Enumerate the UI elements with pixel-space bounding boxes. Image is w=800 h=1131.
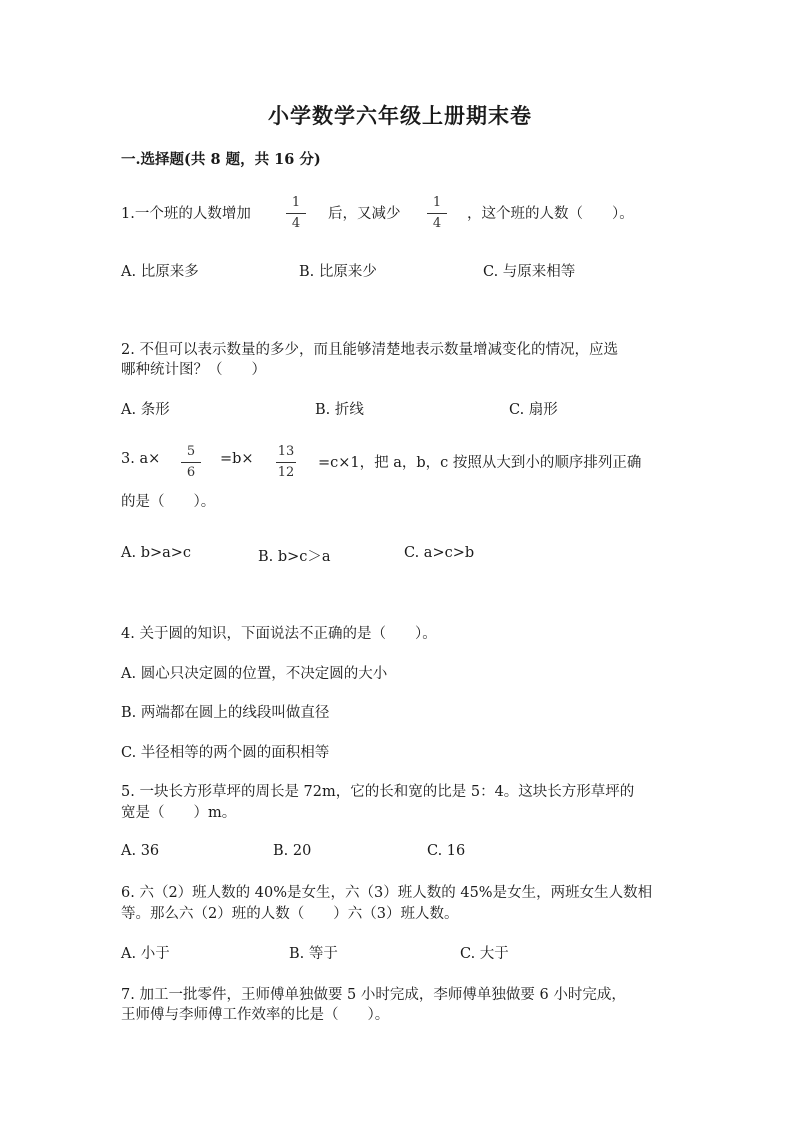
q5-stem-line1: 5. 一块长方形草坪的周长是 72m，它的长和宽的比是 5：4。这块长方形草坪的	[121, 784, 635, 800]
q1-option-a: A. 比原来多	[121, 264, 199, 280]
fraction-denominator: 6	[186, 465, 196, 480]
q6-stem-line1: 6. 六（2）班人数的 40%是女生，六（3）班人数的 45%是女生，两班女生人数相	[121, 885, 653, 901]
q2-stem-line2: 哪种统计图？（ ）	[121, 362, 266, 378]
q5-option-c: C. 16	[427, 843, 466, 859]
q1-option-b: B. 比原来少	[299, 264, 377, 280]
fraction-denominator: 4	[291, 216, 301, 231]
page-title: 小学数学六年级上册期末卷	[268, 103, 532, 128]
q3-text-part3: =c×1，把 a，b，c 按照从大到小的顺序排列正确	[318, 455, 642, 471]
q3-stem-line2: 的是（ ）。	[121, 494, 216, 510]
q1-text-part2: 后，又减少	[328, 206, 401, 222]
fraction-denominator: 4	[432, 216, 442, 231]
q4-option-a: A. 圆心只决定圆的位置，不决定圆的大小	[121, 666, 388, 682]
q2-option-a: A. 条形	[121, 402, 170, 418]
q3-option-c: C. a>c>b	[404, 545, 475, 561]
q5-option-b: B. 20	[273, 843, 312, 859]
section-heading: 一.选择题(共 8 题，共 16 分)	[121, 151, 321, 168]
q3-fraction-2	[275, 445, 297, 481]
fraction-bar	[427, 213, 447, 214]
q7-stem-line1: 7. 加工一批零件，王师傅单独做要 5 小时完成，李师傅单独做要 6 小时完成，	[121, 987, 626, 1003]
q7-stem-line2: 王师傅与李师傅工作效率的比是（ ）。	[121, 1007, 390, 1023]
q1-fraction-2	[426, 196, 448, 232]
fraction-numerator: 1	[432, 195, 442, 210]
fraction-bar	[286, 213, 306, 214]
q3-text-part2: =b×	[220, 451, 254, 467]
fraction-numerator: 1	[291, 195, 301, 210]
fraction-bar	[181, 462, 201, 463]
q2-stem-line1: 2. 不但可以表示数量的多少，而且能够清楚地表示数量增减变化的情况，应选	[121, 342, 618, 358]
q3-option-b: B. b>c＞a	[258, 549, 331, 565]
q3-option-a: A. b>a>c	[121, 545, 192, 561]
q4-option-b: B. 两端都在圆上的线段叫做直径	[121, 705, 330, 721]
q1-text-part3: ，这个班的人数（ ）。	[467, 206, 634, 222]
q6-stem-line2: 等。那么六（2）班的人数（ ）六（3）班人数。	[121, 906, 459, 922]
q6-option-a: A. 小于	[121, 946, 170, 962]
q1-text-part1: 1.一个班的人数增加	[121, 206, 251, 222]
q2-option-b: B. 折线	[315, 402, 364, 418]
fraction-denominator: 12	[277, 465, 295, 480]
q4-stem: 4. 关于圆的知识，下面说法不正确的是（ ）。	[121, 626, 437, 642]
q5-option-a: A. 36	[121, 843, 160, 859]
q1-option-c: C. 与原来相等	[483, 264, 576, 280]
q5-stem-line2: 宽是（ ）m。	[121, 805, 237, 821]
q6-option-b: B. 等于	[289, 946, 338, 962]
fraction-bar	[276, 462, 296, 463]
fraction-numerator: 13	[277, 444, 295, 459]
q3-fraction-1	[180, 445, 202, 481]
q6-option-c: C. 大于	[460, 946, 509, 962]
q3-text-part1: 3. a×	[121, 451, 161, 467]
q1-fraction-1	[285, 196, 307, 232]
q4-option-c: C. 半径相等的两个圆的面积相等	[121, 745, 330, 761]
q2-option-c: C. 扇形	[509, 402, 558, 418]
fraction-numerator: 5	[186, 444, 196, 459]
